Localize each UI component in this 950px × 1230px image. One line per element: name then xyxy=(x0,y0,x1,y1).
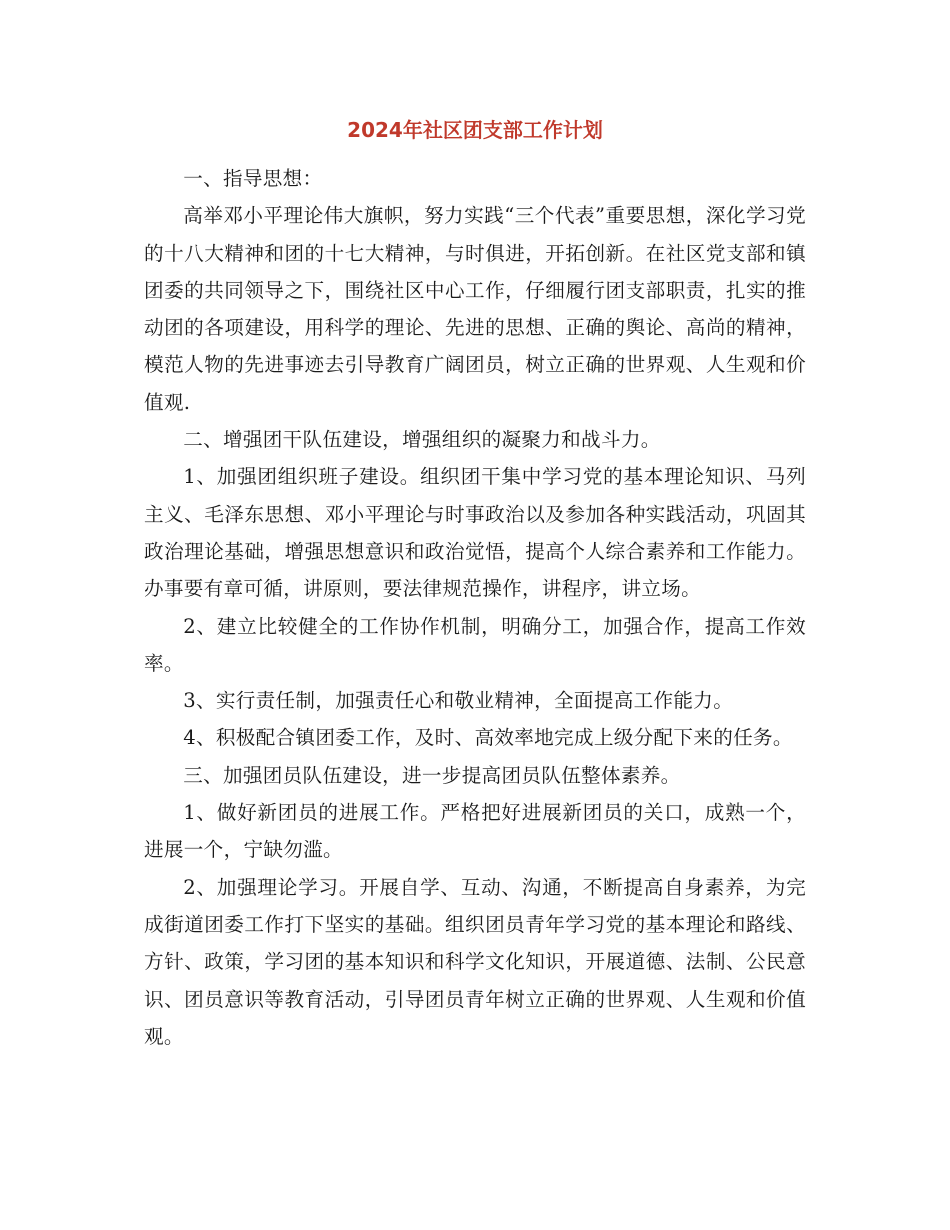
paragraph-item-4-cooperation: 4、积极配合镇团委工作，及时、高效率地完成上级分配下来的任务。 xyxy=(183,726,793,750)
section-heading-member-team: 三、加强团员队伍建设，进一步提高团员队伍整体素养。 xyxy=(183,763,681,787)
paragraph-item-2-mechanism: 2、建立比较健全的工作协作机制，明确分工，加强合作，提高工作效率。 xyxy=(144,614,806,675)
document-title: 2024年社区团支部工作计划 xyxy=(347,118,603,142)
paragraph-item-1-new-members: 1、做好新团员的进展工作。严格把好进展新团员的关口，成熟一个，进展一个，宁缺勿滥。 xyxy=(144,801,806,862)
paragraph-guiding-thought: 高举邓小平理论伟大旗帜，努力实践“三个代表”重要思想，深化学习党的十八大精神和团的十七大精神，与时俱进，开拓创新。在社区党支部和镇团委的共同领导之下，围绕社区中心工作，仔细履行团支部职责，扎实的推动团的各项建设，用科学的理论、先进的思想、正确的舆论、高尚的精神，模范人物的先进事迹去引导教育广阔团员，树立正确的世界观、人生观和价值观. xyxy=(144,204,806,414)
paragraph-item-3-responsibility: 3、实行责任制，加强责任心和敬业精神，全面提高工作能力。 xyxy=(183,689,734,713)
paragraph-item-2-theory-study: 2、加强理论学习。开展自学、互动、沟通，不断提高自身素养，为完成街道团委工作打下坚实的基础。组织团员青年学习党的基本理论和路线、方针、政策，学习团的基本知识和科学文化知识，开展道德、法制、公民意识、团员意识等教育活动，引导团员青年树立正确的世界观、人生观和价值观。 xyxy=(144,875,806,1048)
paragraph-item-1-leadership: 1、加强团组织班子建设。组织团干集中学习党的基本理论知识、马列主义、毛泽东思想、邓小平理论与时事政治以及参加各种实践活动，巩固其政治理论基础，增强思想意识和政治觉悟，提高个人综合素养和工作能力。办事要有章可循，讲原则，要法律规范操作，讲程序，讲立场。 xyxy=(144,465,806,601)
section-heading-guiding-thought: 一、指导思想： xyxy=(183,167,323,190)
section-heading-cadre-team: 二、增强团干队伍建设，增强组织的凝聚力和战斗力。 xyxy=(183,428,661,452)
